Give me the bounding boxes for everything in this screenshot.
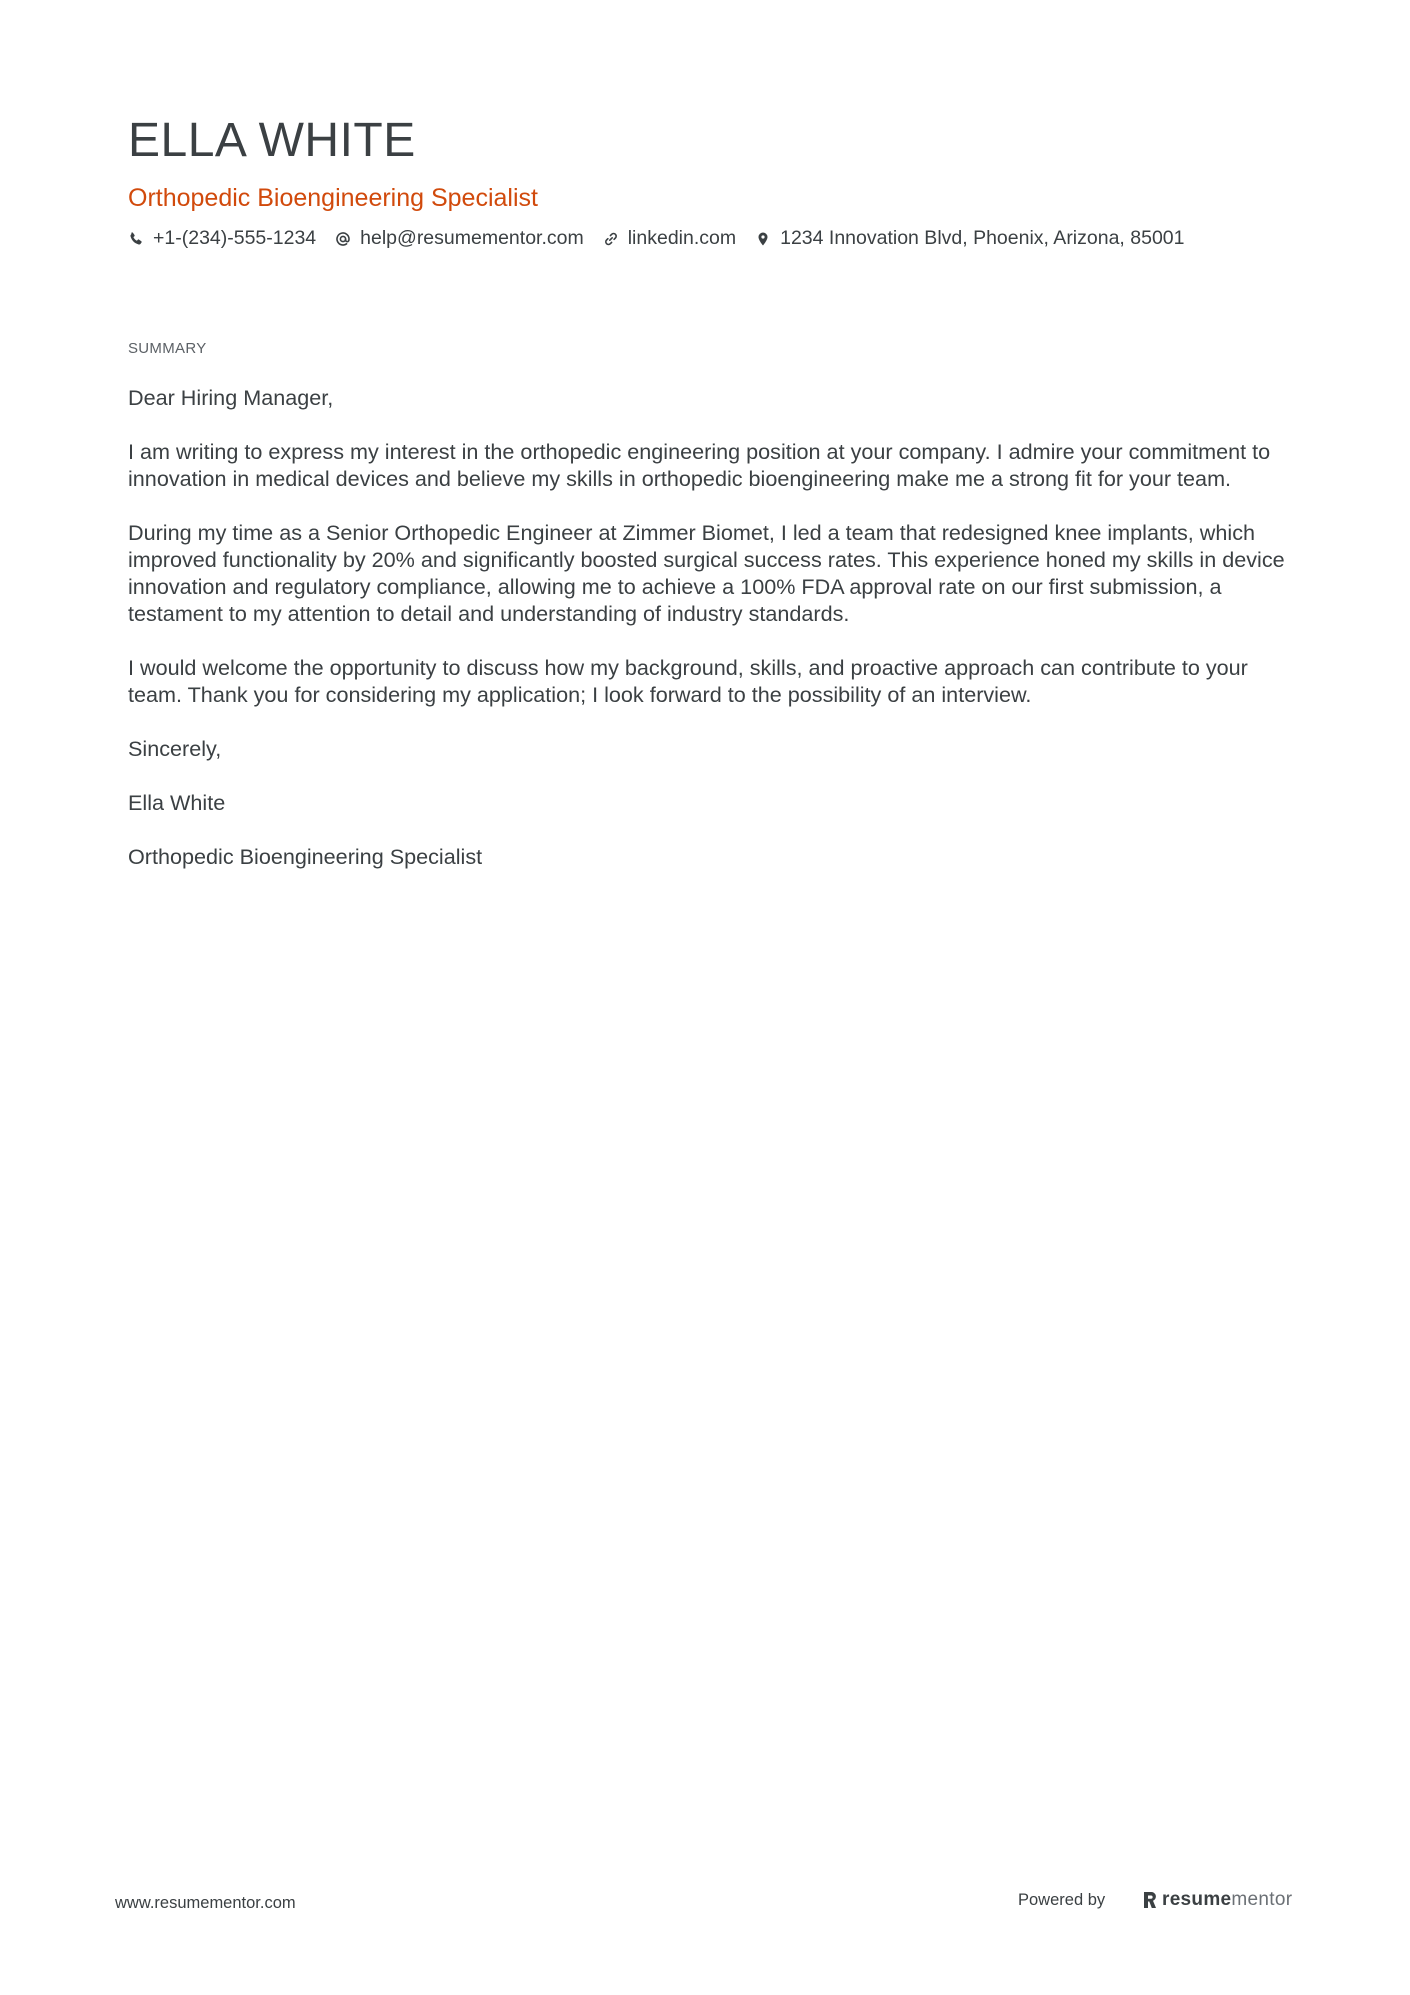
at-sign-icon [335,231,351,247]
brand-logo[interactable] [1142,1889,1292,1911]
contact-bar [128,227,1204,250]
brand-text-mentor: mentor [1231,1889,1293,1910]
contact-website [603,227,736,250]
greeting: Dear Hiring Manager, [128,385,334,410]
closing: Sincerely, [128,736,222,761]
footer-url[interactable]: www.resumementor.com [115,1894,296,1912]
brand-text-resume: resume [1162,1889,1232,1910]
map-pin-icon [755,231,771,247]
resumementor-logo-icon [1142,1890,1158,1910]
contact-phone [128,227,316,250]
paragraph-experience: During my time as a Senior Orthopedic Engineer at Zimmer Biomet, I led a team that redesigned knee implants, which improved functionality by 20% and significantly boosted surgical success rates. This experience honed my skills in device innovation and regulatory compliance, allowing me to achieve a 100% FDA approval rate on our first submission, a testament to my attention to detail and understanding of industry standards. [128,520,1285,626]
job-title: Orthopedic Bioengineering Specialist [128,184,538,212]
summary-heading: SUMMARY [128,340,207,357]
contact-email [335,227,584,250]
link-icon [603,231,619,247]
candidate-name: ELLA WHITE [128,114,416,167]
address-text: 1234 Innovation Blvd, Phoenix, Arizona, 85001 [780,227,1185,249]
paragraph-intro: I am writing to express my interest in the orthopedic engineering position at your company. I admire your commitment to innovation in medical devices and believe my skills in orthopedic bioengineering make me a strong fit for your team. [128,439,1271,491]
powered-by-label: Powered by [1018,1891,1106,1909]
letter-body [128,384,1288,897]
phone-icon [128,231,144,247]
phone-text: +1-(234)-555-1234 [153,227,317,249]
contact-address [755,227,1184,250]
paragraph-closing: I would welcome the opportunity to discuss how my background, skills, and proactive approach can contribute to your team. Thank you for considering my application; I look forward to the possibility of an interview. [128,655,1248,707]
signature-title: Orthopedic Bioengineering Specialist [128,844,483,869]
signature-name: Ella White [128,790,226,815]
website-text: linkedin.com [627,227,737,249]
email-text: help@resumementor.com [360,227,584,249]
